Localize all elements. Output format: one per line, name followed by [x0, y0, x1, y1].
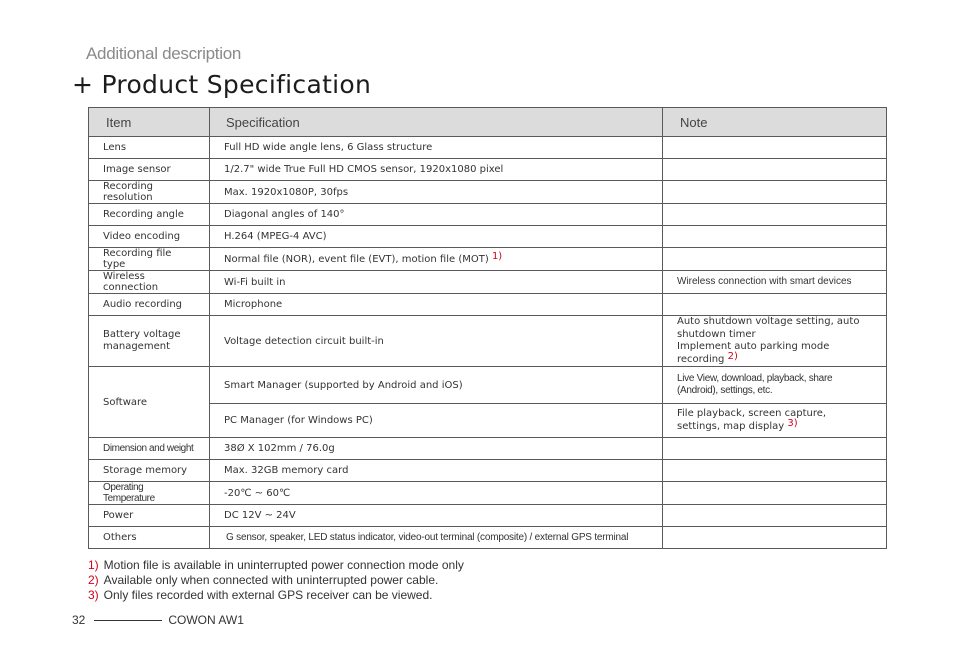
row-item: Recording resolution — [89, 181, 210, 204]
row-spec — [210, 248, 663, 271]
row-spec: Wi-Fi built in — [210, 271, 663, 294]
row-note — [663, 482, 887, 505]
spec-table — [88, 107, 887, 549]
page-title: + Product Specification — [72, 70, 372, 99]
row-item: Software — [89, 367, 210, 438]
row-item: Dimension and weight — [89, 438, 210, 460]
row-item: Lens — [89, 137, 210, 159]
row-spec: Smart Manager (supported by Android and iOS) — [210, 367, 663, 404]
row-spec: 1/2.7" wide True Full HD CMOS sensor, 1920x1080 pixel — [210, 159, 663, 181]
row-spec: Diagonal angles of 140° — [210, 204, 663, 226]
table-row — [89, 482, 887, 505]
row-note — [663, 248, 887, 271]
row-spec: -20℃ ~ 60℃ — [210, 482, 663, 505]
row-item: Battery voltage management — [89, 316, 210, 367]
row-spec: Max. 1920x1080P, 30fps — [210, 181, 663, 204]
row-note — [663, 226, 887, 248]
table-row — [89, 505, 887, 527]
page-number: 32 — [72, 613, 86, 627]
column-header-specification: Specification — [210, 108, 663, 137]
row-note — [663, 438, 887, 460]
row-item: Recording file type — [89, 248, 210, 271]
row-note — [663, 404, 887, 438]
row-note — [663, 294, 887, 316]
row-item: Video encoding — [89, 226, 210, 248]
row-spec: H.264 (MPEG-4 AVC) — [210, 226, 663, 248]
row-item: Wireless connection — [89, 271, 210, 294]
note-line: Implement auto parking mode recording — [677, 341, 830, 365]
table-row — [89, 527, 887, 549]
footnote-number: 2) — [88, 573, 99, 587]
footnote-ref: 2) — [727, 350, 738, 362]
row-note — [663, 527, 887, 549]
table-row — [89, 181, 887, 204]
note-line: Auto shutdown voltage setting, auto shutdown timer — [677, 316, 860, 340]
table-row — [89, 438, 887, 460]
table-row — [89, 367, 887, 404]
column-header-item: Item — [89, 108, 210, 137]
table-row — [89, 159, 887, 181]
row-spec: DC 12V ~ 24V — [210, 505, 663, 527]
row-note: Live View, download, playback, share (Android), settings, etc. — [663, 367, 887, 404]
table-row — [89, 204, 887, 226]
row-item: Operating Temperature — [89, 482, 210, 505]
row-spec: PC Manager (for Windows PC) — [210, 404, 663, 438]
footnote-text: Available only when connected with uninterrupted power cable. — [103, 573, 439, 587]
row-spec: Microphone — [210, 294, 663, 316]
table-row — [89, 248, 887, 271]
table-row — [89, 294, 887, 316]
footnote-ref: 3) — [787, 417, 798, 429]
footnote — [88, 588, 433, 602]
footnote-ref: 1) — [491, 250, 503, 262]
page-footer — [72, 613, 244, 627]
row-spec: Full HD wide angle lens, 6 Glass structure — [210, 137, 663, 159]
row-item: Audio recording — [89, 294, 210, 316]
table-header-row — [89, 108, 887, 137]
product-name: COWON AW1 — [168, 613, 244, 627]
row-item: Recording angle — [89, 204, 210, 226]
table-row — [89, 226, 887, 248]
row-item: Storage memory — [89, 460, 210, 482]
row-spec: Voltage detection circuit built-in — [210, 316, 663, 367]
section-subtitle: Additional description — [86, 44, 241, 63]
footnote-text: Only files recorded with external GPS receiver can be viewed. — [103, 588, 433, 602]
spec-text: Normal file (NOR), event file (EVT), motion file (MOT) — [224, 253, 489, 265]
row-spec: Max. 32GB memory card — [210, 460, 663, 482]
row-note — [663, 204, 887, 226]
row-note — [663, 137, 887, 159]
row-note — [663, 460, 887, 482]
table-row — [89, 271, 887, 294]
row-note: Wireless connection with smart devices — [663, 271, 887, 294]
row-note — [663, 316, 887, 367]
table-row — [89, 316, 887, 367]
row-note — [663, 181, 887, 204]
row-item: Others — [89, 527, 210, 549]
row-spec: 38Ø X 102mm / 76.0g — [210, 438, 663, 460]
footer-divider — [94, 620, 162, 621]
row-item: Power — [89, 505, 210, 527]
column-header-note: Note — [663, 108, 887, 137]
footnote-number: 3) — [88, 588, 99, 602]
footnote-text: Motion file is available in uninterrupted power connection mode only — [103, 558, 464, 572]
footnote — [88, 573, 438, 587]
table-row — [89, 460, 887, 482]
note-text: File playback, screen capture, settings, map display — [677, 408, 827, 432]
row-spec: G sensor, speaker, LED status indicator, video-out terminal (composite) / external GPS terminal — [210, 527, 663, 549]
row-item: Image sensor — [89, 159, 210, 181]
table-row — [89, 137, 887, 159]
row-note — [663, 159, 887, 181]
footnote-number: 1) — [88, 558, 99, 572]
row-note — [663, 505, 887, 527]
footnote — [88, 558, 464, 572]
